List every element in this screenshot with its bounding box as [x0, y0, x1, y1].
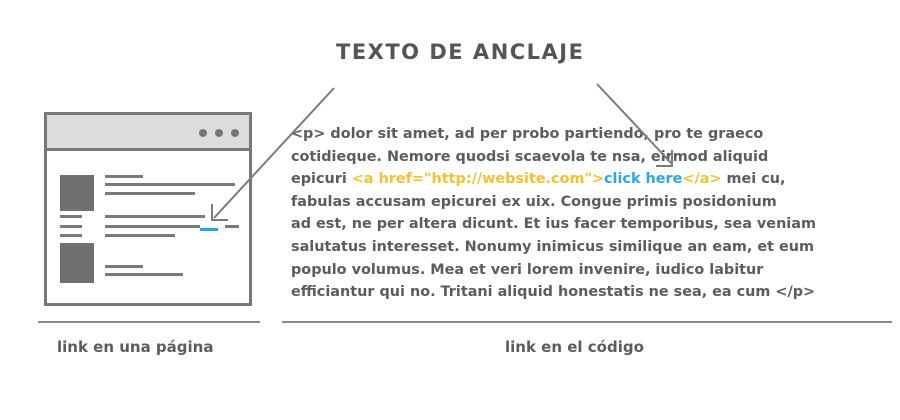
code-line: salutatus interesset. Nonumy inimicus similique an eam, et eum	[291, 238, 815, 255]
code-line: efficiantur qui no. Tritani aliquid honestatis ne sea, ea cum </p>	[291, 284, 816, 301]
divider-right	[282, 321, 892, 323]
caption-left: link en una página	[57, 338, 214, 356]
arrow-to-page-link	[214, 88, 334, 218]
code-line: populo volumus. Mea et veri lorem invenire, iudico labitur	[291, 261, 764, 278]
anchor-text: click here	[604, 171, 683, 188]
code-line: cotidieque. Nemore quodsi scaevola te nsa, eirmod aliquid	[291, 148, 769, 165]
anchor-close-tag: </a>	[682, 171, 722, 188]
anchor-open-tag: <a href="http://website.com">	[351, 171, 605, 188]
code-line: ad est, ne per altera dicunt. Et ius facer temporibus, sea veniam	[291, 216, 816, 233]
caption-right: link en el código	[505, 338, 644, 356]
divider-left	[38, 321, 260, 323]
arrow-to-code-link	[597, 84, 672, 164]
diagram-title: TEXTO DE ANCLAJE	[336, 40, 585, 64]
code-line: <p> dolor sit amet, ad per probo partiendo, pro te graeco	[291, 126, 764, 142]
code-line: mei cu,	[721, 171, 786, 188]
arrow-head-icon	[656, 150, 672, 166]
code-line: epicuri	[291, 171, 352, 188]
code-line: fabulas accusam epicurei ex uix. Congue primis posidonium	[291, 193, 777, 210]
